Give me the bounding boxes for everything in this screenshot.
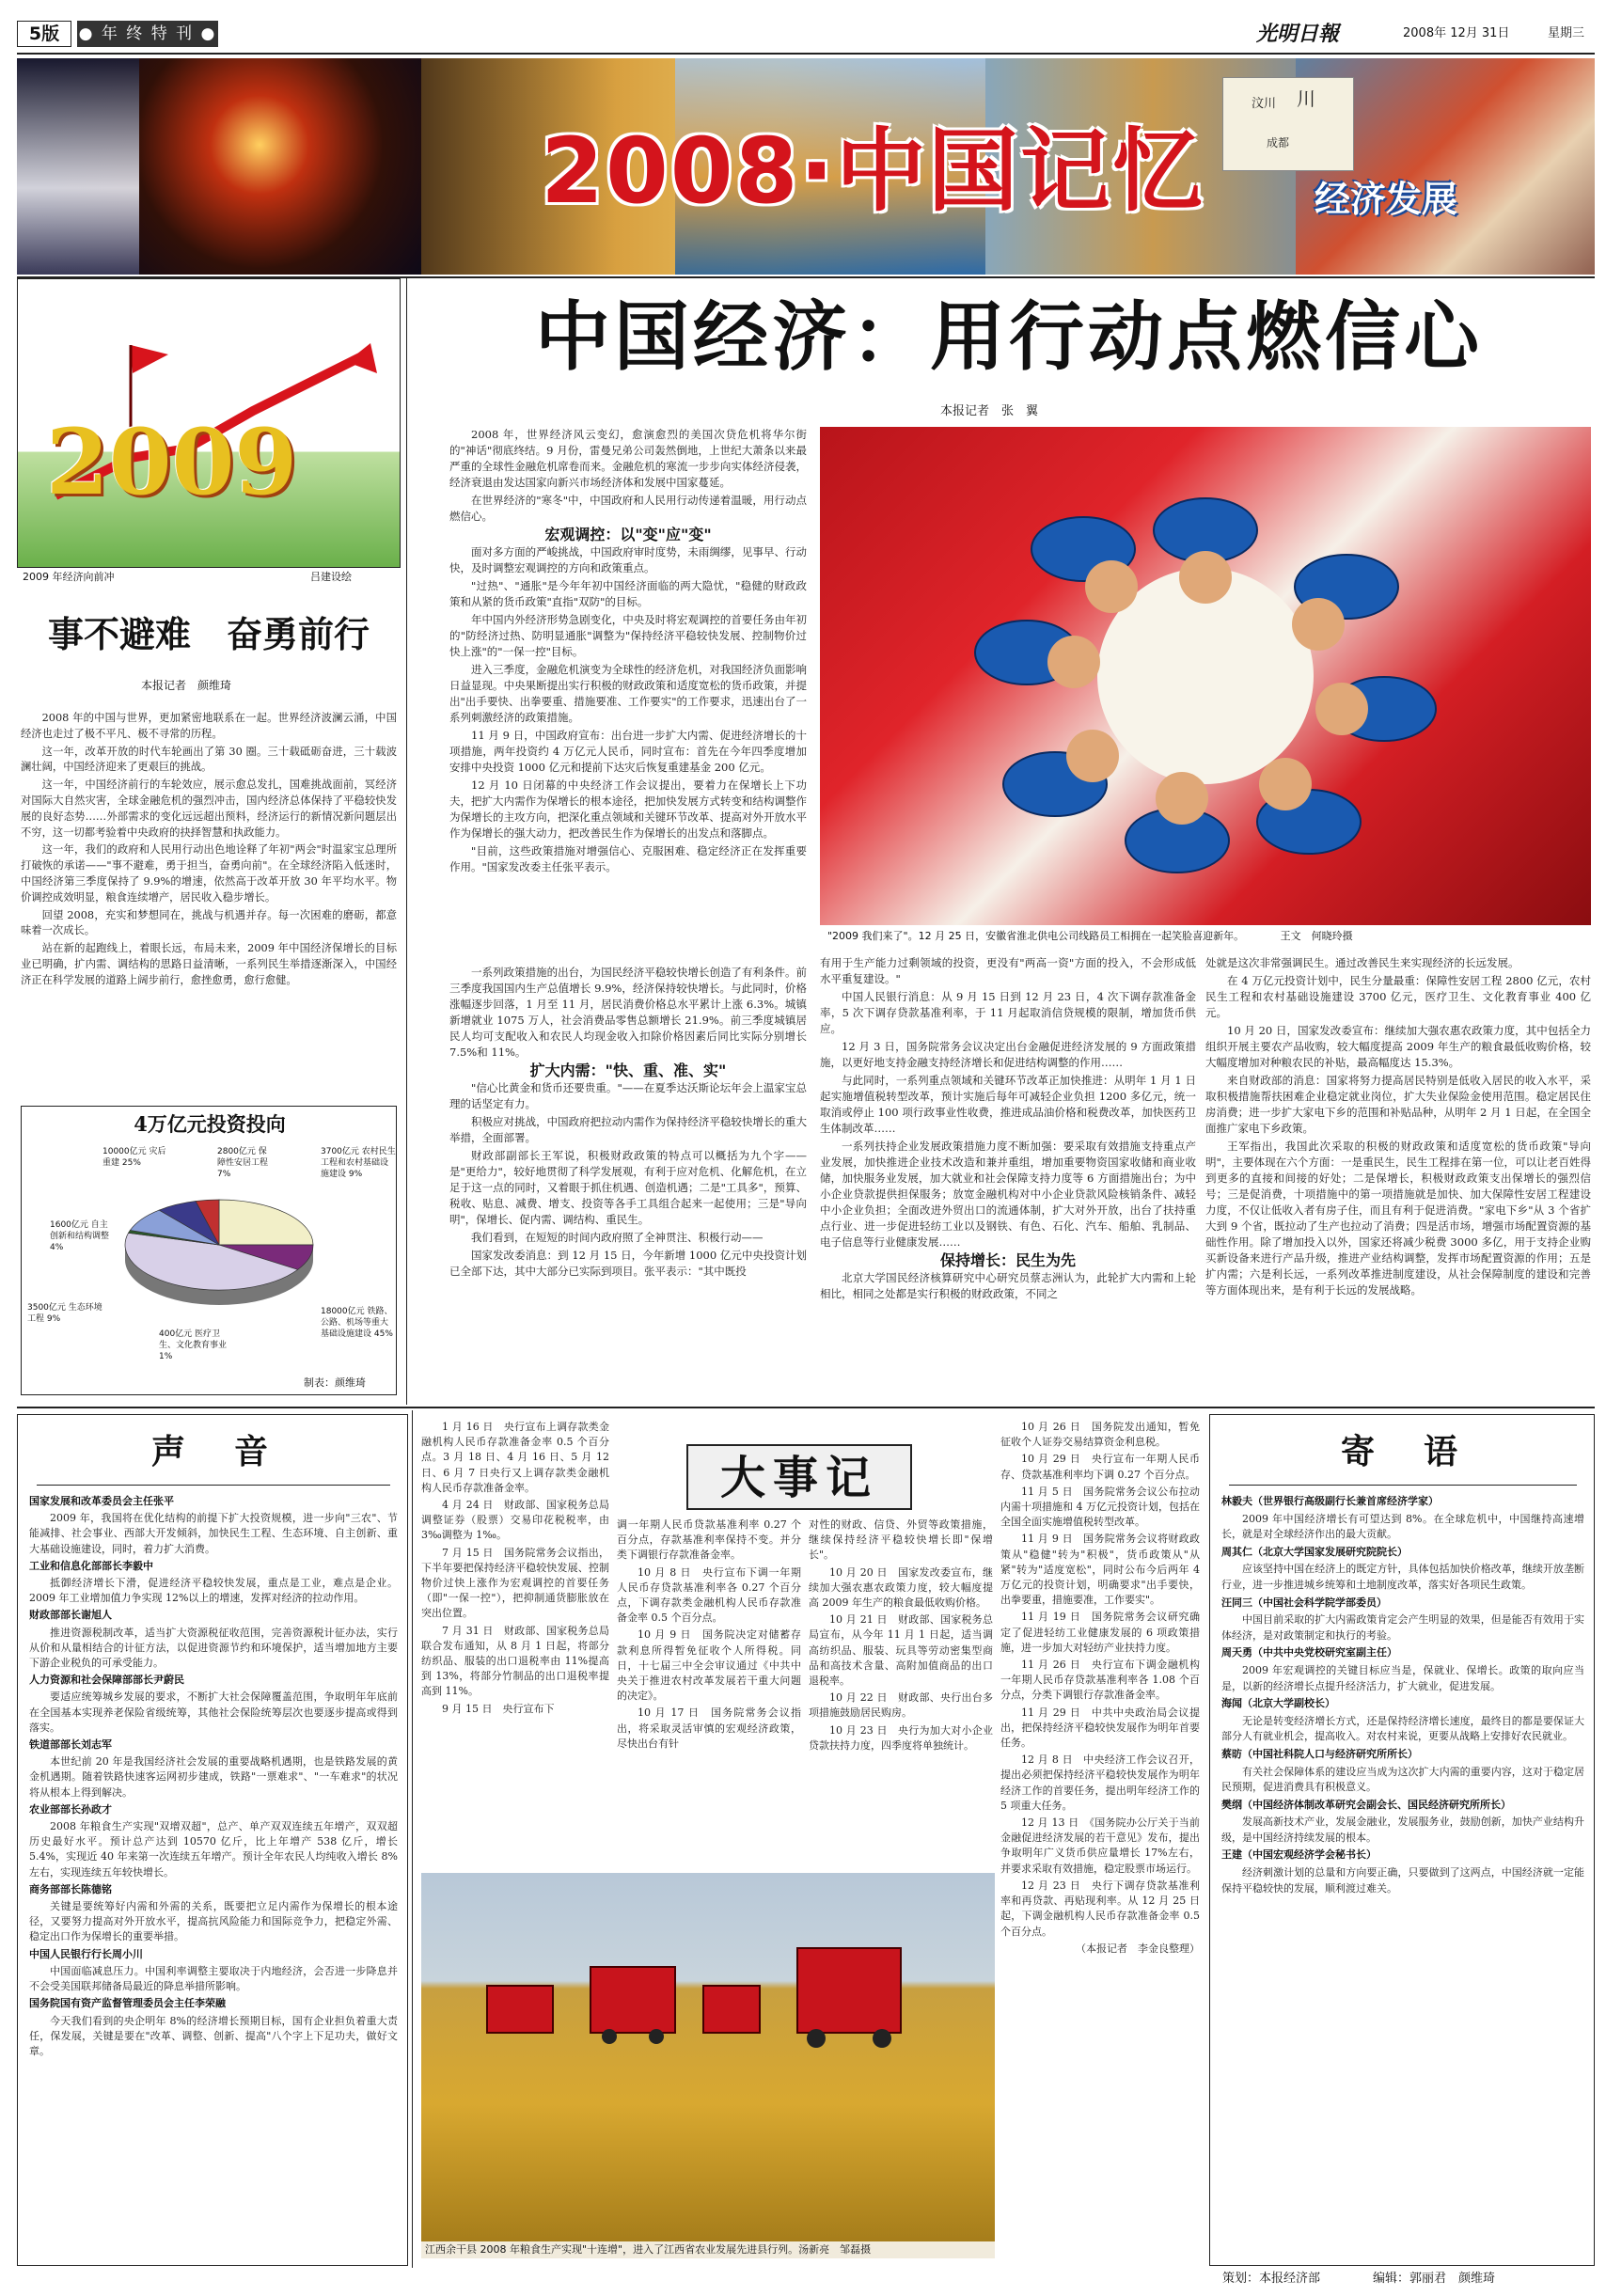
event-item: 10 月 22 日 财政部、央行出台多项措施鼓励居民购房。 [809,1691,993,1720]
pie-credit: 制表：颜维琦 [304,1376,366,1389]
page-number: 5版 [17,21,71,47]
body-para: 年中国内外经济形势急剧变化，中央及时将宏观调控的首要任务由年初的"防经济过热、防明显通胀"调整为"保持经济平稳较快发展、控制物价过快上涨"的"一保一控"目标。 [449,613,807,658]
body-para: 12 月 10 日闭幕的中央经济工作会议提出，要着力在保增长上下功夫，把扩大内需作为保增长的根本途径，把加快发展方式转变和结构调整作为保增长的主攻方向，把深化重点领域和关键环节改革、提高对外开放水平作为保增长的强大动力，把改善民生作为保增长的出发点和落脚点。 [449,778,807,840]
left-divider [406,278,407,1405]
event-item: 11 月 9 日 国务院常务会议将财政政策从"稳健"转为"积极"，货币政策从"从紧"转为"适度宽松"，同时公布今后两年 4 万亿元的投资计划，明确要求"出手要快，出拳要重，措施要准，工作要实"。 [1000,1533,1200,1607]
body-para: 11 月 9 日，中国政府宣布：出台进一步扩大内需、促进经济增长的十项措施，两年投资约 4 万亿元人民币，同时宣布：首先在今年四季度增加安排中央投资 1000 亿元和提前下达灾后恢复重建基金 200 亿元。 [449,729,807,774]
event-item: 12 月 23 日 央行下调存贷款基准利率和再贷款、再贴现利率。从 12 月 25 日起，下调金融机构人民币存款准备金率 0.5 个百分点。 [1000,1879,1200,1938]
voice-speaker: 中国人民银行行长周小川 [29,1947,143,1960]
issue-date: 2008年 12月 31日 [1403,26,1510,40]
map-label-chuan: 川 [1297,87,1315,110]
main-photo [820,427,1591,925]
event-item: 调一年期人民币贷款基准利率 0.27 个百分点，存款基准利率保持不变。并分类下调银行存款准备金率。 [617,1518,801,1562]
footer-plan: 策划：本报经济部 [1222,2272,1321,2286]
voice-speaker: 财政部部长谢旭人 [29,1609,112,1622]
event-item: 12 月 13 日 《国务院办公厅关于当前金融促进经济发展的若干意见》发布，提出争取明年广义货币供应量增长 17%左右，并要求采取有效措施，稳定股票市场运行。 [1000,1816,1200,1875]
body-para: "信心比黄金和货币还要贵重。"——在夏季达沃斯论坛年会上温家宝总理的话坚定有力。 [449,1081,807,1110]
event-item: 12 月 8 日 中央经济工作会议召开，提出必须把保持经济平稳较快发展作为明年经济工作的首要任务，提出明年经济工作的 5 项重大任务。 [1000,1753,1200,1812]
lead-para: 2008 年，世界经济风云变幻，愈演愈烈的美国次贷危机将华尔街的"神话"彻底终结。9 月份，雷曼兄弟公司轰然倒地，上世纪大萧条以来最严重的全球性金融危机席卷而来。金融危机的寒流一步步向实体经济侵袭，经济衰退由发达国家向新兴市场经济体和发展中国家蔓延。 [449,428,807,489]
left-article-title: 事不避难 奋勇前行 [47,613,370,655]
illustration-caption-left: 2009 年经济向前冲 [23,571,115,583]
quote-speaker: 樊纲（中国经济体制改革研究会副会长、国民经济研究所所长） [1221,1798,1511,1811]
year-2009: 2009 [46,409,298,515]
voice-speaker: 人力资源和社会保障部部长尹蔚民 [29,1674,184,1687]
voice-speaker: 工业和信息化部部长李毅中 [29,1559,153,1572]
quote-speaker: 汪同三（中国社会科学院学部委员） [1221,1596,1387,1609]
body-para: 来自财政部的消息：国家将努力提高居民特别是低收入居民的收入水平，采取积极措施帮扶困难企业稳定就业岗位，扩大失业保险金使用范围。稳定居民住房消费；进一步扩大家电下乡的范围和补贴品种，从明年 2 月 1 日起，在全国全面推广家电下乡政策。 [1205,1074,1591,1135]
quote-text: 经济刺激计划的总量和方向要正确，只要做到了这两点，中国经济就一定能保持平稳较快的发展，顺利渡过难关。 [1221,1866,1584,1895]
voice-speaker: 国家发展和改革委员会主任张平 [29,1495,174,1507]
masthead-bar [17,17,1595,51]
body-para: 有用于生产能力过剩领域的投资，更没有"两高一资"方面的投入，不会形成低水平重复建设。" [820,956,1196,985]
illustration-2009 [17,278,401,568]
subhead-demand: 扩大内需："快、重、准、实" [529,1062,727,1079]
body-para: "目前，这些政策措施对增强信心、克服困难、稳定经济正在发挥重要作用。"国家发改委主任张平表示。 [449,844,807,873]
body-para: 进入三季度，金融危机演变为全球性的经济危机，对我国经济负面影响日益显现。中央果断提出实行积极的财政政策和适度宽松的货币政策，并提出"出手要快、出拳要重、措施要准、工作要实"的工作要求，迅速出台了一系列刺激经济的政策措施。 [449,663,807,724]
body-para: 我们看到，在短短的时间内政府照了全神贯注、积极行动—— [471,1231,764,1244]
main-col-1b [449,965,807,1397]
quote-text: 2009 年中国经济增长有可望达到 8%。在全球危机中，中国继持高速增长，就是对全球经济作出的最大贡献。 [1221,1512,1584,1541]
quote-speaker: 周其仁（北京大学国家发展研究院院长） [1221,1545,1408,1558]
footer-edit: 编辑：郭丽君 颜维琦 [1373,2272,1496,2286]
subhead-livelihood: 保持增长：民生为先 [939,1251,1076,1269]
pie-label-1: 10000亿元 灾后重建 25% [102,1147,166,1168]
workers-circle-illustration [820,427,1591,925]
event-item: 对性的财政、信贷、外贸等政策措施，继续保持经济平稳较快增长即"保增长"。 [809,1518,993,1562]
voice-text: 今天我们看到的央企明年 8%的经济增长预期目标，国有企业担负着重大责任，保发展，关键是要在"改革、调整、创新、提高"八个字上下足功夫，做好文章。 [29,2014,398,2057]
main-col-3 [1205,955,1591,1397]
event-item: 10 月 23 日 央行为加大对小企业贷款扶持力度，四季度将单独统计。 [809,1723,993,1752]
voices-title: 声 音 [150,1432,276,1471]
quote-text: 有关社会保障体系的建设应当成为这次扩大内需的重要内容，这对于稳定居民预期，促进消费具有积极意义。 [1221,1765,1584,1794]
event-item: 1 月 16 日 央行宣布上调存款类金融机构人民币存款准备金率 0.5 个百分点。3 月 18 日、4 月 16 日、5 月 12 日、6 月 7 日央行又上调存款类金融机构人民币存款准备金率。 [421,1421,609,1494]
events-left-divider [412,1410,413,2268]
left-article-body [21,711,397,1087]
body-para: 中国人民银行消息：从 9 月 15 日到 12 月 23 日，4 次下调存款准备金率，5 次下调存贷款基准利率，于 11 月起取消信贷规模的限制，增加货币供应。 [820,990,1196,1035]
photo-caption: "2009 我们来了"。12 月 25 日，安徽省淮北供电公司线路员工相拥在一起笑脸喜迎新年。 王文 何晓玲摄 [827,930,1353,942]
left-para: 这一年，改革开放的时代车轮画出了第 30 圈。三十载砥砺奋进，三十载波澜壮阔，中国经济迎来了更艰巨的挑战。 [21,745,397,774]
weekday: 星期三 [1548,26,1585,40]
voice-text: 抵御经济增长下滑，促进经济平稳较快发展，重点是工业，难点是企业。2009 年工业增加值力争实现 12%以上的增速，发挥对经济的拉动作用。 [29,1577,398,1605]
voice-text: 本世纪前 20 年是我国经济社会发展的重要战略机遇期，也是铁路发展的黄金机遇期。随着铁路快速客运网初步建成，铁路"一票难求"、"一车难求"的状况将从根本上得到解决。 [29,1755,398,1799]
events-col-2 [617,1518,801,1862]
body-para: 王军指出，我国此次采取的积极的财政政策和适度宽松的货币政策"导向明"，主要体现在六个方面：一是重民生，民生工程排在第一位，可以让老百姓得到更多的直接和间接的好处；二是保增长，积极财政政策支出保增长的强烈信号；三是促消费，十项措施中的第一项措施就是加快、加大保障性安居工程建设力度，不仅让低收入者有房子住，而且有利于促进消费。"家电下乡"从 3 个省扩大到 9 个省，既拉动了生产也拉动了消费；四是活市场，增强市场配置资源的基础性作用。除了增加投入以外，国家还将减少税费 3000 多亿，用于支持企业购买新设备来进行产品升级，推进产业结构调整，发挥市场配置资源的作用；五是扩内需；六是利长远，一系列改革推进制度建设，从社会保障制度的建设和完善等方面体现出来，是有利于长远的发展战略。 [1205,1140,1591,1297]
pie-label-2: 3700亿元 农村民生工程和农村基础设施建设 9% [321,1147,396,1179]
events-title: 大事记 [686,1444,912,1510]
voice-text: 关键是要统筹好内需和外需的关系，既要把立足内需作为保增长的根本途径，又要努力提高对外开放水平，提高抗风险能力和国际竞争力，把稳定外需、稳定出口作为保增长的重要举措。 [29,1900,398,1943]
pie-label-6: 2800亿元 保障性安居工程 7% [217,1147,269,1179]
pie-label-3: 18000亿元 铁路、公路、机场等重大基础设施建设 45% [321,1307,393,1339]
pie-label-7: 1600亿元 自主创新和结构调整 4% [50,1220,110,1252]
paper-name: 光明日報 [1256,22,1340,46]
body-para: 与此同时，一系列重点领域和关键环节改革正加快推进：从明年 1 月 1 日起实施增值税转型改革，预计实施后每年可减轻企业负担 1200 多亿元，统一取消或停止 100 项行政事业性收费，推进成品油价格和税费改革，加快医药卫生体制改革…… [820,1074,1196,1135]
body-para: 在 4 万亿元投资计划中，民生分量最重：保障性安居工程 2800 亿元，农村民生工程和农村基础设施建设 3700 亿元，医疗卫生、文化教育事业 400 亿元。 [1205,974,1591,1019]
quote-text: 发展高新技术产业，发展金融业，发展服务业，鼓励创新，加快产业结构升级，是中国经济持续发展的根本。 [1221,1816,1584,1844]
body-para: 12 月 3 日，国务院常务会议决定出台金融促进经济发展的 9 方面政策措施，以更好地支持金融支持经济增长和促进结构调整的作用…… [820,1040,1196,1069]
quote-text: 中国目前采取的扩大内需政策肯定会产生明显的效果，但是能否有效用于实体经济，是对政策制定和执行的考验。 [1221,1613,1584,1642]
events-col-4 [1000,1420,1200,2262]
event-item: 10 月 20 日 国家发改委宣布，继续加大强农惠农政策力度，较大幅度提高 2009 年生产的粮食最低收购价格。 [809,1565,993,1610]
events-section [417,1414,1204,2266]
left-para: 回望 2008，充实和梦想同在，挑战与机遇并存。每一次困难的磨砺，都意味着一次成长。 [21,908,397,937]
event-item: 11 月 26 日 央行宣布下调金融机构一年期人民币存贷款基准利率各 1.08 个百分点，分类下调银行存款准备金率。 [1000,1659,1200,1702]
event-credit: （本报记者 李金良整理） [1076,1942,1200,1955]
harvest-caption: 江西余干县 2008 年粮食生产实现"十连增"，进入了江西省农业发展先进县行列。汤新亮 邹磊摄 [421,2241,995,2258]
banner-subtitle: 经济发展 [1315,178,1458,220]
event-item: 11 月 29 日 中共中央政治局会议提出，把保持经济平稳较快发展作为明年首要任务。 [1000,1706,1200,1750]
body-para: 财政部副部长王军说，积极财政政策的特点可以概括为九个字——是"更给力"，较好地贯彻了科学发展观，有利于应对危机、化解危机，在立足于这一点的同时，又着眼于抓住机遇、创造机遇；二是"工具多"，预算、税收、贴息、减费、增支、投资等各手工具组合起来一起使用；三是"导向明"，保增长、促内需、调结构、重民生。 [449,1149,807,1226]
body-para: 处就是这次非常强调民生。通过改善民生来实现经济的长远发展。 [1205,956,1519,969]
astronaut-photo [17,58,139,275]
left-para: 这一年，我们的政府和人民用行动出色地诠释了年初"两会"时温家宝总理所打破恢的承诺——"事不避难，勇于担当，奋勇向前"。在全球经济陷入低迷时，中国经济第三季度保持了 9.9%的增速，依然高于改革开放 30 年平均水平。物价调控成效明显，粮食连续增产，居民收入稳步增长。 [21,843,397,904]
left-para: 2008 年的中国与世界，更加紧密地联系在一起。世界经济波澜云涌，中国经济也走过了极不平凡、极不寻常的历程。 [21,712,397,740]
event-item: 11 月 5 日 国务院常务会议公布拉动内需十项措施和 4 万亿元投资计划，包括在全国全面实施增值税转型改革。 [1000,1485,1200,1529]
pie-chart [116,1193,323,1315]
banner [17,58,1595,275]
lead-para: 在世界经济的"寒冬"中，中国政府和人民用行动传递着温暖，用行动点燃信心。 [449,494,807,523]
event-item: 4 月 24 日 财政部、国家税务总局调整证券（股票）交易印花税税率，由 3‰调整为 1‰。 [421,1499,609,1542]
quote-speaker: 海闻（北京大学副校长） [1221,1697,1335,1710]
body-para: 国家发改委消息：到 12 月 15 日，今年新增 1000 亿元中央投资计划已全部下达，其中大部分已实际到项目。张平表示："其中既投 [449,1249,807,1278]
pie-title: 4万亿元投资投向 [134,1112,286,1136]
voices-box [17,1414,408,2266]
pie-label-4: 400亿元 医疗卫生、文化教育事业 1% [159,1329,228,1361]
main-col-2 [820,955,1196,1397]
body-para: "过热"、"通胀"是今年年初中国经济面临的两大隐忧，"稳健的财政政策和从紧的货币政策"直指"双防"的目标。 [449,579,807,608]
mid-rule [17,1407,1595,1408]
event-item: 10 月 9 日 国务院决定对储蓄存款利息所得暂免征收个人所得税。同日，十七届三中全会审议通过《中共中央关于推进农村改革发展若干重大问题的决定》。 [617,1628,801,1703]
illustration-caption-right: 吕建设绘 [310,571,352,583]
masthead-rule [17,53,1595,55]
body-para: 北京大学国民经济核算研究中心研究员蔡志洲认为，此轮扩大内需和上轮相比，相同之处都是实行积极的财政政策，不同之 [820,1271,1196,1300]
body-para: 一系列政策措施的出台，为国民经济平稳较快增长创造了有利条件。前三季度我国国内生产总值增长 9.9%，经济保持较快增长。与此同时，价格涨幅逐步回落，1 月至 11 月，居民消费价格总水平累计上涨 6.3%。城镇新增就业 1075 万人，社会消费品零售总额增长 21.9%。前三季度城镇居民人均可支配收入和农民人均现金收入扣除价格因素后同比实际分别增长 7.5%和 11%。 [449,966,807,1059]
quote-speaker: 周天勇（中共中央党校研究室副主任） [1221,1646,1397,1659]
map-label-wenchuan: 汶川 [1252,97,1277,111]
event-item: 10 月 21 日 财政部、国家税务总局宣布，从今年 11 月 1 日起，适当调高纺织品、服装、玩具等劳动密集型商品和高技术含量、高附加值商品的出口退税率。 [809,1613,993,1688]
voice-text: 2008 年粮食生产实现"双增双超"，总产、单产双双连续五年增产，双双超历史最好水平。预计总产达到 10570 亿斤，比上年增产 538 亿斤，增长 5.4%，实现近 40 年来第一次连续五年增产。预计全年农民人均纯收入增长 8%左右，实现连续五年较快增长。 [29,1820,398,1879]
body-para: 10 月 20 日，国家发改委宣布：继续加大强农惠农政策力度，其中包括全力组织开展主要农产品收购，较大幅度提高 2009 年生产的粮食最低收购价格，较大幅度增加对种粮农民的补贴，最高幅度达 15.3%。 [1205,1024,1591,1069]
left-article-byline: 本报记者 颜维琦 [141,679,232,692]
events-col-3 [809,1518,993,1862]
banner-title: 2008·中国记忆 [541,118,1204,224]
event-item: 10 月 8 日 央行宣布下调一年期人民币存贷款基准利率各 0.27 个百分点，下调存款类金融机构人民币存款准备金率 0.5 个百分点。 [617,1565,801,1625]
events-col-1 [421,1420,609,1862]
harvest-photo [421,1873,995,2258]
event-item: 10 月 29 日 央行宣布一年期人民币存、贷款基准利率均下调 0.27 个百分点。 [1000,1453,1200,1481]
map-label-chengdu: 成都 [1267,136,1290,149]
body-para: 积极应对挑战，中国政府把拉动内需作为保持经济平稳较快增长的重大举措，全面部署。 [449,1115,807,1144]
voice-speaker: 农业部部长孙政才 [29,1802,112,1816]
quote-text: 2009 年宏观调控的关键目标应当是，保就业、保增长。政策的取向应当是，以新的经济增长点提升经济活力，扩大就业，促进发展。 [1221,1663,1584,1692]
quote-speaker: 王建（中国宏观经济学会秘书长） [1221,1848,1377,1862]
pie-label-5: 3500亿元 生态环境工程 9% [27,1303,102,1324]
quotes-title: 寄 语 [1340,1432,1465,1471]
event-item: 7 月 31 日 财政部、国家税务总局联合发布通知，从 8 月 1 日起，将部分纺织品、服装的出口退税率由 11%提高到 13%，将部分竹制品的出口退税率提高到 11%。 [421,1624,609,1698]
harvesters-illustration [421,1873,995,2258]
quote-speaker: 蔡昉（中国社科院人口与经济研究所所长） [1221,1747,1418,1760]
voice-text: 2009 年，我国将在优化结构的前提下扩大投资规模，进一步向"三农"、节能减排、社会事业、西部大开发倾斜，加快民生工程、生态环境、自主创新、重大基础设施建设，同时，着力扩大消费。 [29,1512,398,1555]
quotes-box [1209,1414,1595,2266]
voice-text: 推进资源税制改革，适当扩大资源税征收范围，完善资源税计征办法，实行从价和从量相结合的计征方法，以促进资源节约和环境保护，适当增加地方主要下游企业税负的可承受能力。 [29,1626,398,1670]
body-para: 面对多方面的严峻挑战，中国政府审时度势，未雨绸缪，见事早、行动快，及时调整宏观调控的方向和政策重点。 [449,545,807,574]
voices-list [29,1494,398,2261]
body-para: 一系列扶持企业发展政策措施力度不断加强：要采取有效措施支持重点产业发展，加快推进企业技术改造和兼并重组，增加重要物资国家收储和商业收储，加快服务业发展，加大就业和社会保障支持力度等 6 方面措施出台；为中小企业贷款提供担保服务；放宽金融机构对中小企业贷款风险核销条件、减轻中小企业负担；全面改进外贸出口的流通体制，扩大对外开放，出台了扶持重点行业、进一步促进轻纺工业以及钢铁、有色、石化、汽车、船舶、乳制品、电子信息等行业健康发展…… [820,1140,1196,1249]
voice-text: 要适应统筹城乡发展的要求，不断扩大社会保障覆盖范围，争取明年年底前在全国基本实现养老保险省级统筹，其他社会保险统筹层次也要逐步提高或得到落实。 [29,1691,398,1734]
section-label: ● 年 终 特 刊 ● [77,21,218,47]
pie-chart-box [21,1106,397,1395]
event-item: 10 月 17 日 国务院常务会议指出，将采取灵活审慎的宏观经济政策，尽快出台有针 [617,1706,801,1750]
event-item: 10 月 26 日 国务院发出通知，暂免征收个人证券交易结算资金利息税。 [1000,1421,1200,1449]
voice-speaker: 商务部部长陈德铭 [29,1882,112,1895]
event-item: 11 月 19 日 国务院常务会议研究确定了促进轻纺工业健康发展的 6 项政策措施，进一步加大对轻纺产业扶持力度。 [1000,1611,1200,1654]
voice-speaker: 铁道部部长刘志军 [29,1738,112,1752]
left-para: 这一年，中国经济前行的车轮效应，展示愈总发扎，国难挑战面前，冥经济对国际大自然灾害，全球金融危机的强烈冲击，国内经济总体保持了平稳较快发展的良好态势……外部需求的变化远远超出预料，经济运行的新情况新问题层出不穷，这一切都考验着中央政府的抉择智慧和执政能力。 [21,778,397,839]
main-headline: 中国经济：用行动点燃信心 [535,292,1483,381]
main-byline: 本报记者 张 翼 [940,404,1039,418]
event-item: 9 月 15 日 央行宣布下 [442,1702,555,1715]
voice-speaker: 国务院国有资产监督管理委员会主任李荣融 [29,1997,226,2010]
quotes-list [1221,1494,1584,2261]
voices-title-rule [37,1485,390,1486]
quote-text: 应该坚持中国在经济上的既定方针，具体包括加快价格改革，继续开放垄断行业，进一步推进城乡统筹和土地制度改革，落实好各项民生政策。 [1221,1563,1584,1591]
event-item: 7 月 15 日 国务院常务会议指出，下半年要把保持经济平稳较快发展、控制物价过快上涨作为宏观调控的首要任务（即"一保一控"），把抑制通货膨胀放在突出位置。 [421,1546,609,1620]
subhead-macro: 宏观调控：以"变"应"变" [544,526,712,543]
left-para: 站在新的起跑线上，着眼长远，布局未来，2009 年中国经济保增长的目标业已明确，扩内需、调结构的思路日益清晰，一系列民生举措逐渐深入，中国经济正在科学发展的道路上阔步前行，愈挫愈勇，愈行愈健。 [21,942,397,986]
quote-text: 无论是转变经济增长方式，还是保持经济增长速度，最终目的都是要保证大部分人有就业机会，提高收入。对农村来说，更要从战略上安排好农民就业。 [1221,1714,1584,1743]
voice-text: 中国面临减息压力。中国利率调整主要取决于内地经济，会否进一步降息并不会受美国联邦储备局最近的降息举措所影响。 [29,1964,398,1993]
pie-slice-1 [219,1200,313,1245]
quote-speaker: 林毅夫（世界银行高级副行长兼首席经济学家） [1221,1495,1439,1507]
quotes-title-rule [1229,1485,1577,1486]
